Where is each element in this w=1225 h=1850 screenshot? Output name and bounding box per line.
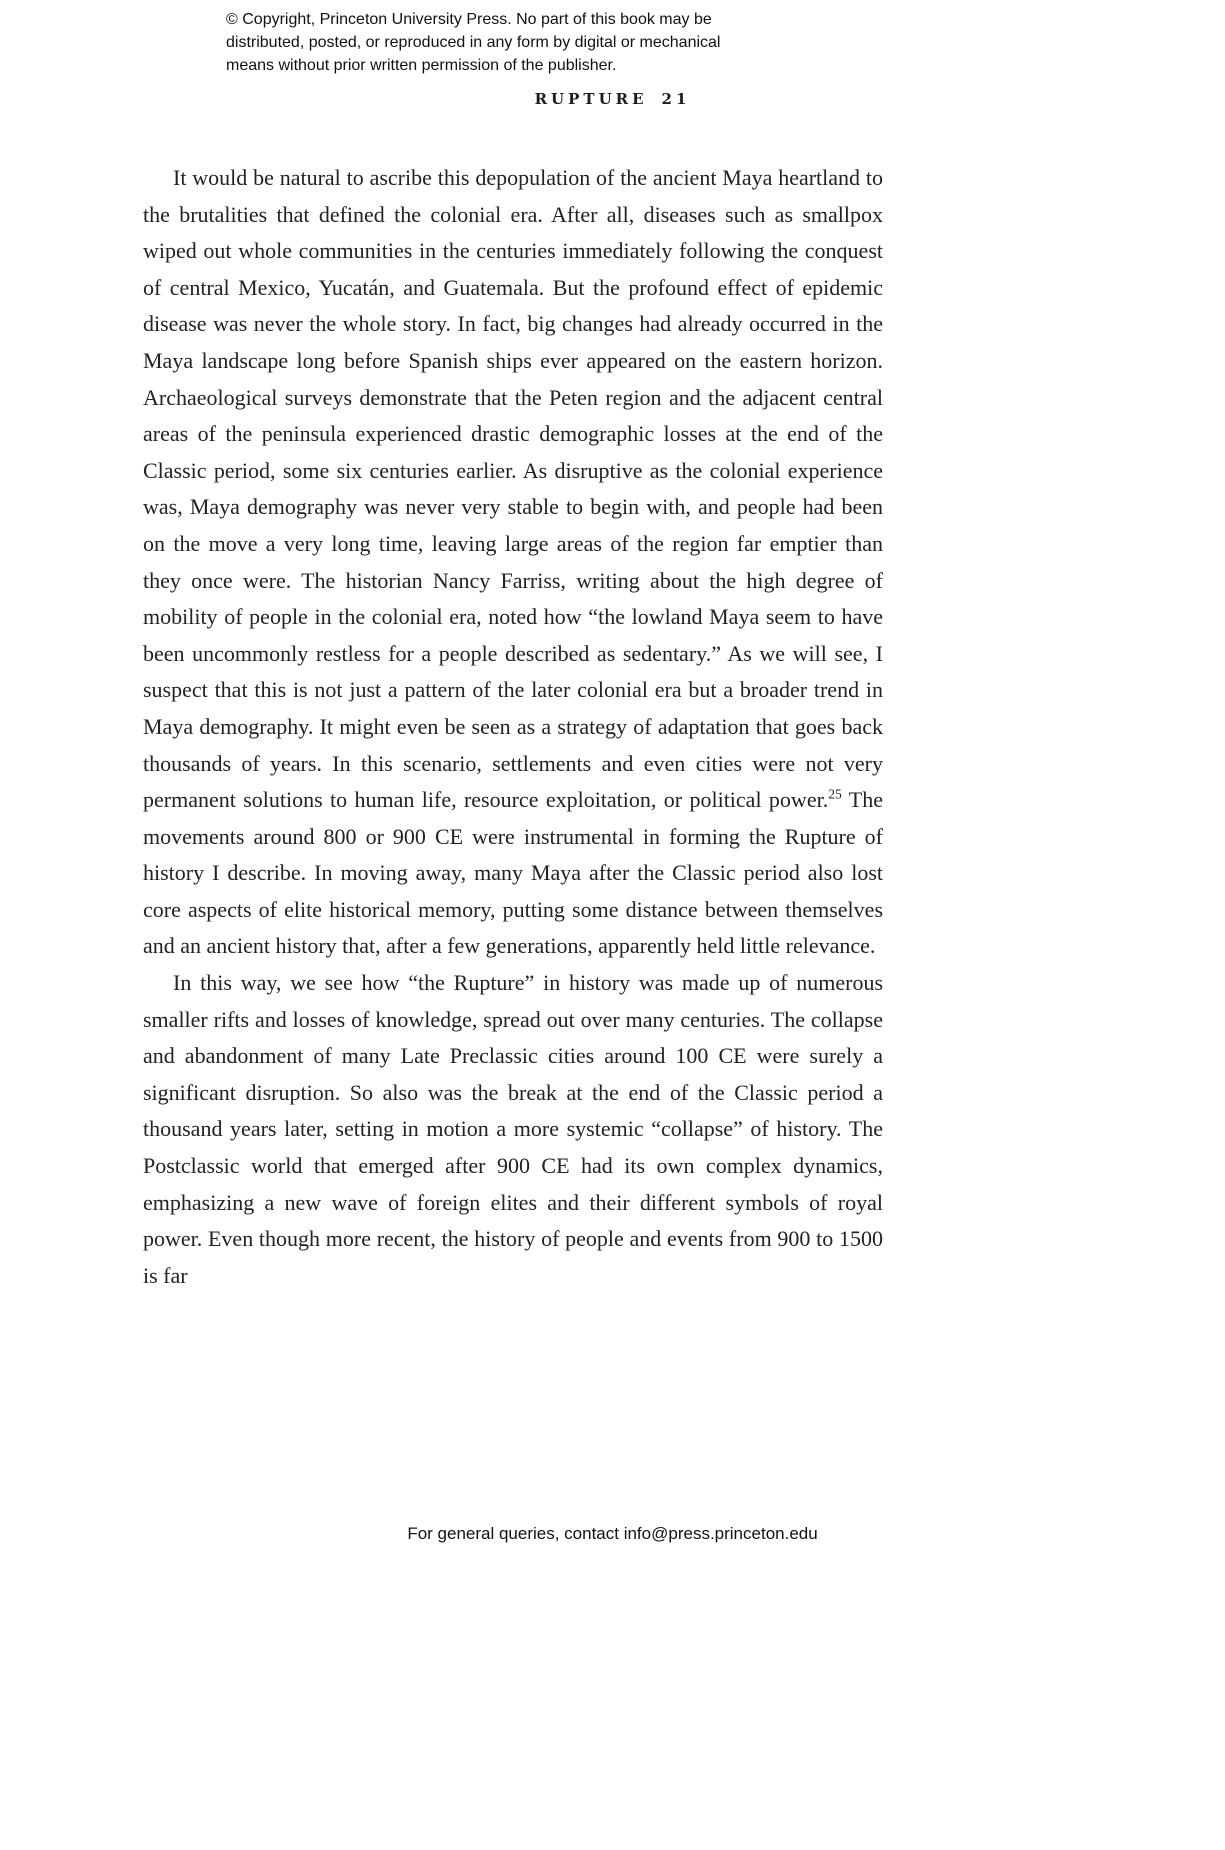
footer-contact-line: For general queries, contact info@press.princeton.edu	[407, 1524, 818, 1543]
paragraph-1-continuation: The movements around 800 or 900 CE were instrumental in forming the Rupture of history I describe. In moving away, many Maya after the Classic period also lost core aspects of elite historical memory, putting some distance between themselves and an ancient history that, after a few generations, apparently held little relevance.	[143, 787, 884, 959]
body-paragraph-1	[143, 160, 883, 965]
footnote-ref-25: 25	[828, 786, 842, 802]
copyright-line-3: means without prior written permission of the publisher.	[226, 57, 617, 74]
copyright-line-1: © Copyright, Princeton University Press. No part of this book may be	[226, 11, 712, 28]
running-head	[0, 90, 1225, 108]
copyright-notice	[226, 8, 846, 77]
body-paragraph-2: In this way, we see how “the Rupture” in history was made up of numerous smaller rifts and losses of knowledge, spread out over many centuries. The collapse and abandonment of many Late Preclassic cities around 100 CE were surely a significant disruption. So also was the break at the end of the Classic period a thousand years later, setting in motion a more systemic “collapse” of history. The Postclassic world that emerged after 900 CE had its own complex dynamics, emphasizing a new wave of foreign elites and their different symbols of royal power. Even though more recent, the history of people and events from 900 to 1500 is far	[143, 970, 883, 1288]
paragraph-1-text: It would be natural to ascribe this depopulation of the ancient Maya heartland to the brutalities that defined the colonial era. After all, diseases such as smallpox wiped out whole communities in the centuries immediately following the conquest of central Mexico, Yucatán, and Guatemala. But the profound effect of epidemic disease was never the whole story. In fact, big changes had already occurred in the Maya landscape long before Spanish ships ever appeared on the eastern horizon. Archaeological surveys demonstrate that the Peten region and the adjacent central areas of the peninsula experienced drastic demographic losses at the end of the Classic period, some six centuries earlier. As disruptive as the colonial experience was, Maya demography was never very stable to begin with, and people had been on the move a very long time, leaving large areas of the region far emptier than they once were. The historian Nancy Farriss, writing about the high degree of mobility of people in the colonial era, noted how “the lowland Maya seem to have been uncommonly restless for a people described as sedentary.” As we will see, I suspect that this is not just a pattern of the later colonial era but a broader trend in Maya demography. It might even be seen as a strategy of adaptation that goes back thousands of years. In this scenario, settlements and even cities were not very permanent solutions to human life, resource exploitation, or political power.	[143, 165, 883, 813]
body-text	[143, 160, 883, 1294]
page-number: 21	[661, 90, 691, 108]
copyright-line-2: distributed, posted, or reproduced in any form by digital or mechanical	[226, 34, 721, 51]
running-head-title: RUPTURE	[534, 90, 648, 108]
